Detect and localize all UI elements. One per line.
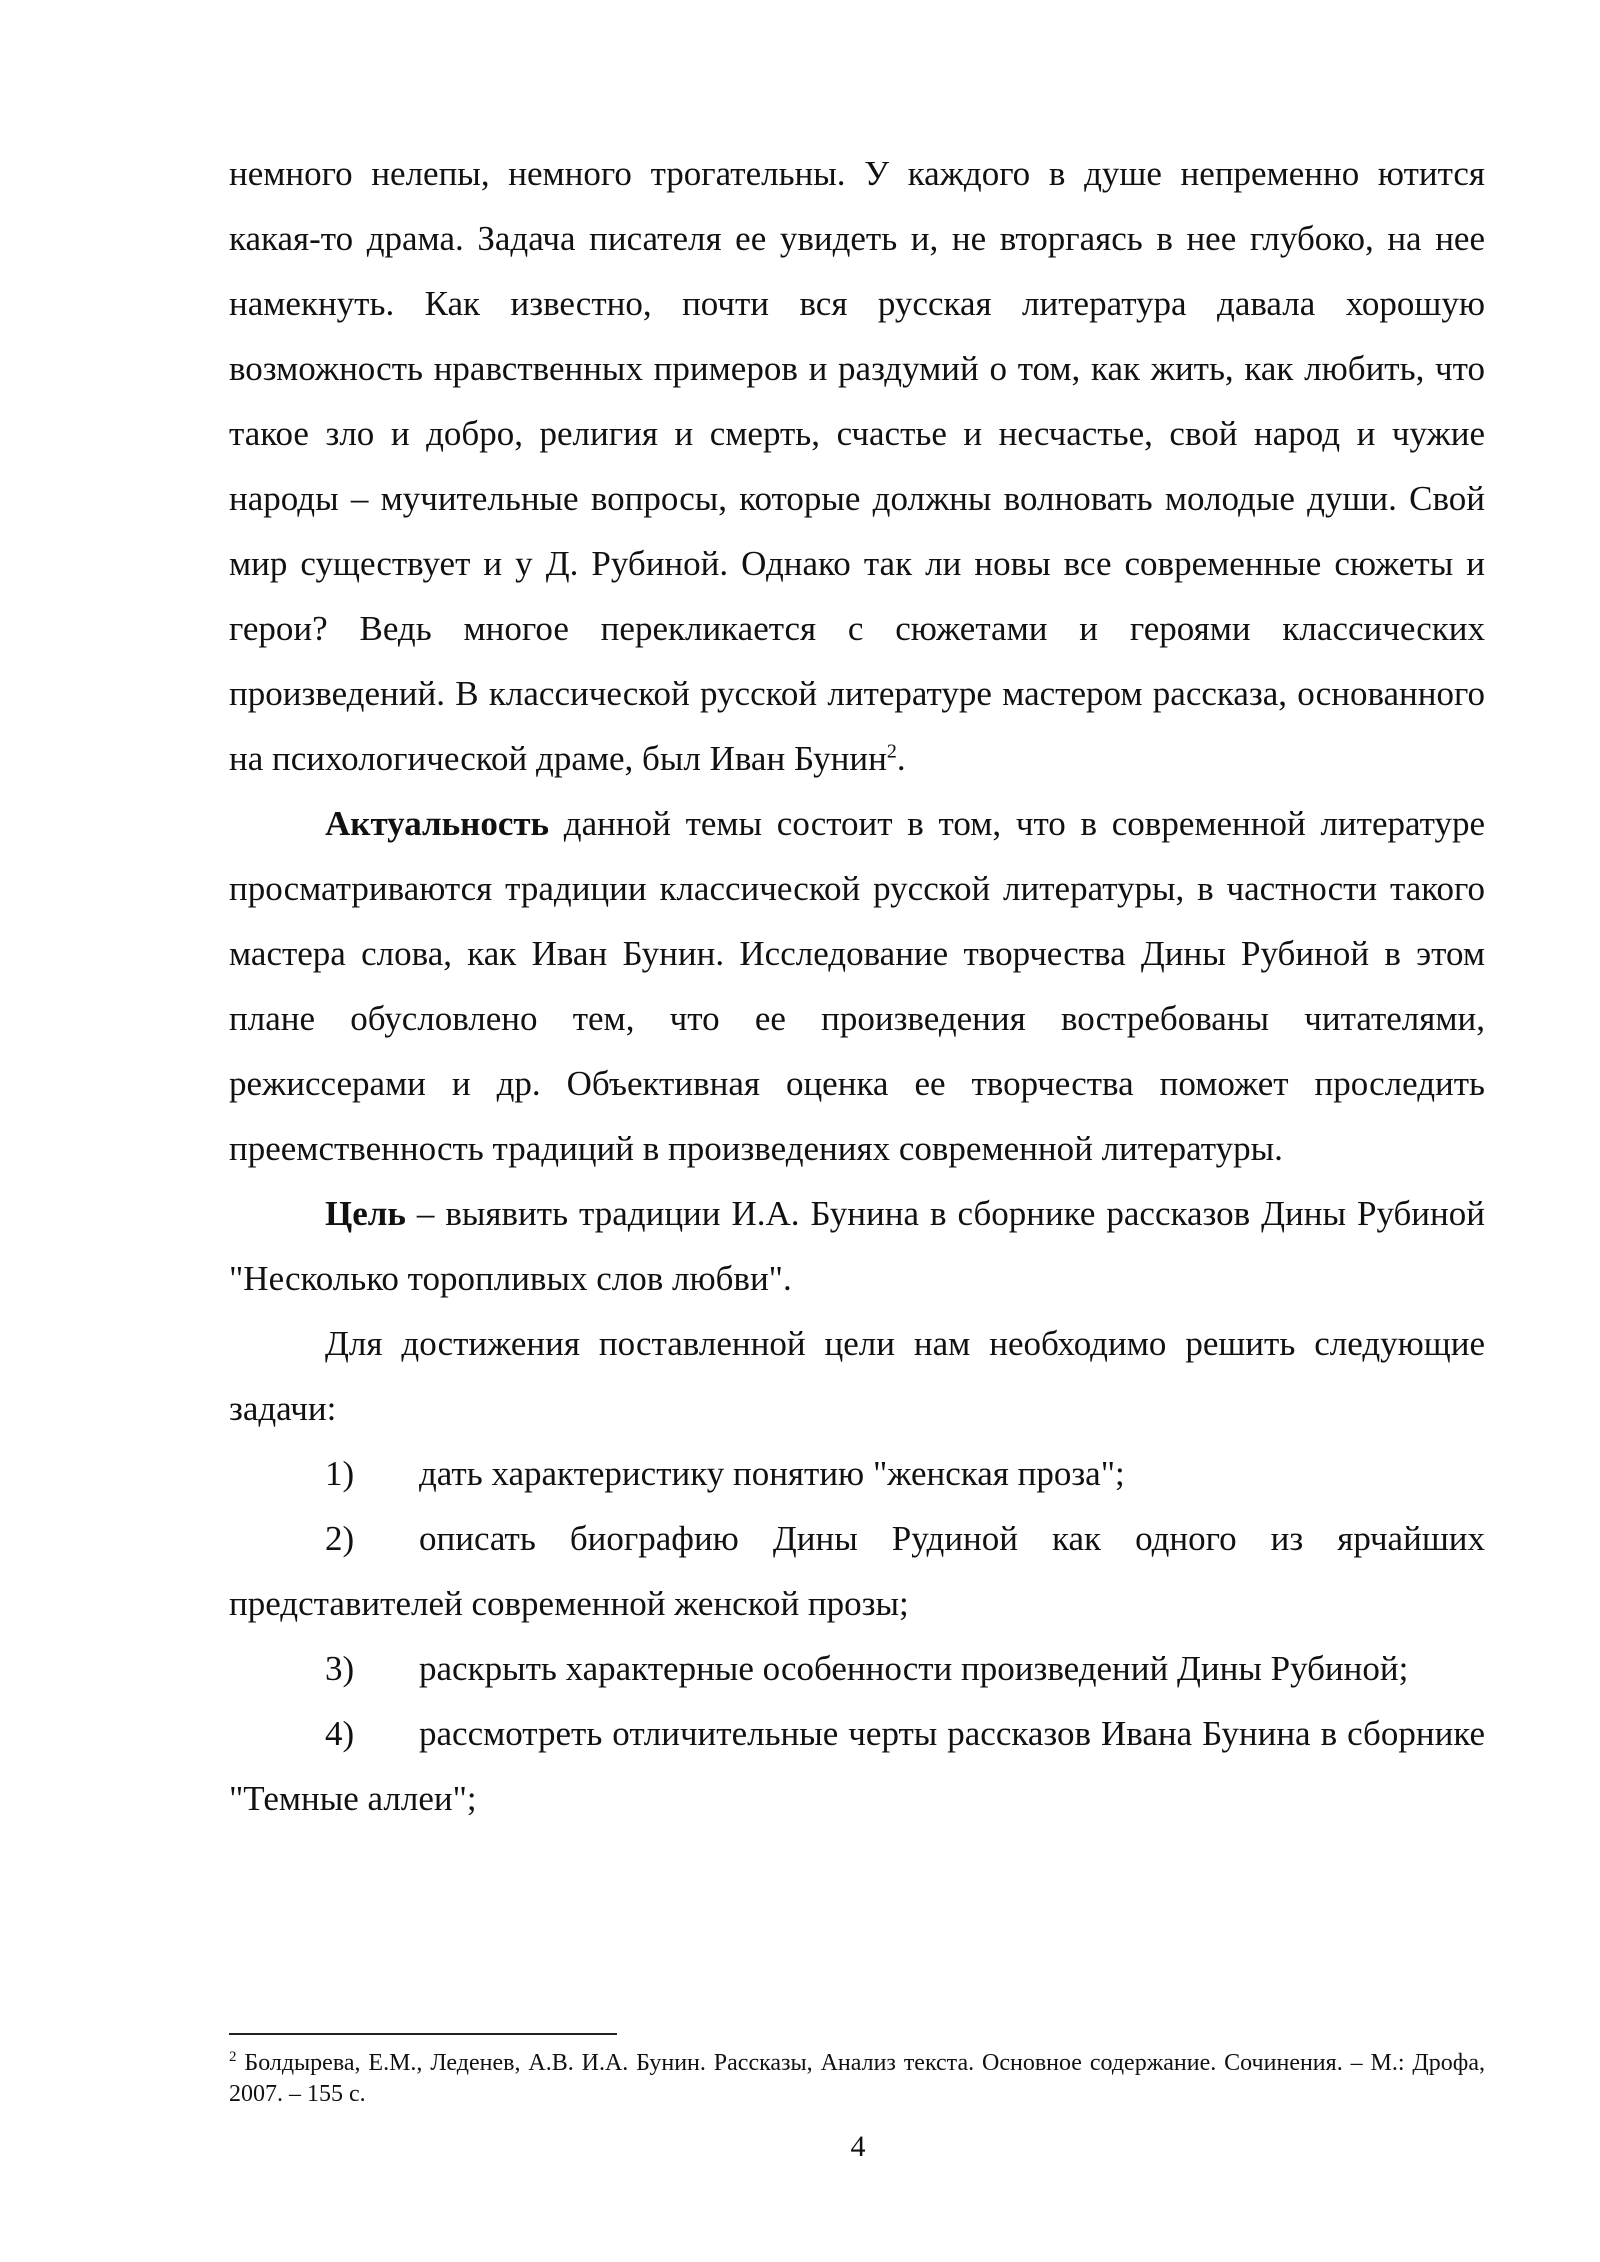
task-item-2 (229, 1506, 1485, 1636)
task-item-4 (229, 1701, 1485, 1831)
page-number: 4 (850, 2130, 866, 2163)
task-text: рассмотреть отличительные черты рассказов Ивана Бунина в сборнике "Темные аллеи"; (229, 1714, 1485, 1818)
task-number: 2) (325, 1519, 355, 1558)
task-text: дать характеристику понятию "женская проза"; (419, 1454, 1125, 1493)
paragraph-relevance (229, 791, 1485, 1181)
footnote-mark: 2 (229, 2049, 237, 2065)
paragraph-tasks-intro: Для достижения поставленной цели нам необходимо решить следующие задачи: (229, 1324, 1485, 1428)
task-text: раскрыть характерные особенности произведений Дины Рубиной; (419, 1649, 1409, 1688)
body-text (229, 141, 1485, 1831)
task-number: 4) (325, 1714, 355, 1753)
task-item-1 (229, 1441, 1485, 1506)
paragraph-goal (229, 1181, 1485, 1311)
relevance-text: данной темы состоит в том, что в современной литературе просматриваются традиции классической русской литературы, в частности такого мастера слова, как Иван Бунин. Исследование творчества Дины Рубиной в этом плане обусловлено тем, что ее произведения востребованы читателями, режиссерами и др. Объективная оценка ее творчества поможет проследить преемственность традиций в произведениях современной литературы. (229, 804, 1485, 1168)
footnote (229, 2048, 1485, 2110)
task-item-3 (229, 1636, 1485, 1701)
paragraph-intro (229, 141, 1485, 791)
paragraph-intro-text: немного нелепы, немного трогательны. У каждого в душе непременно ютится какая-то драма. Задача писателя ее увидеть и, не вторгаясь в нее глубоко, на нее намекнуть. Как известно, почти вся русская литература давала хорошую возможность нравственных примеров и раздумий о том, как жить, как любить, что такое зло и добро, религия и смерть, счастье и несчастье, свой народ и чужие народы – мучительные вопросы, которые должны волновать молодые души. Свой мир существует и у Д. Рубиной. Однако так ли новы все современные сюжеты и герои? Ведь многое перекликается с сюжетами и героями классических произведений. В классической русской литературе мастером рассказа, основанного на психологической драме, был Иван Бунин (229, 154, 1485, 778)
footnote-separator (229, 2033, 617, 2035)
task-number: 3) (325, 1649, 355, 1688)
footnote-text: Болдырева, Е.М., Леденев, А.В. И.А. Бунин. Рассказы, Анализ текста. Основное содержание. Сочинения. – М.: Дрофа, 2007. – 155 с. (229, 2050, 1485, 2107)
paragraph-intro-end: . (896, 739, 906, 778)
task-number: 1) (325, 1454, 355, 1493)
task-text: описать биографию Дины Рудиной как одного из ярчайших представителей современной женской прозы; (229, 1519, 1485, 1623)
relevance-heading: Актуальность (325, 804, 550, 843)
footnote-reference: 2 (886, 740, 897, 763)
goal-text: – выявить традиции И.А. Бунина в сборнике рассказов Дины Рубиной "Несколько торопливых слов любви". (229, 1194, 1485, 1298)
goal-heading: Цель (325, 1194, 406, 1233)
